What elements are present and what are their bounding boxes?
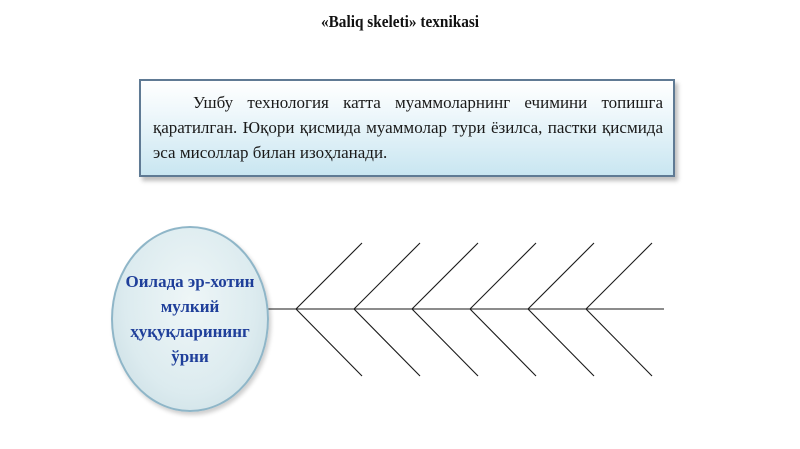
bone-upper-5 [528, 243, 594, 309]
bone-upper-1 [296, 243, 362, 309]
bone-lower-6 [586, 309, 652, 376]
description-text: Ушбу технология катта муаммоларнинг ечимини топишга қаратилган. Юқори қисмида муаммолар тури ёзилса, пастки қисмида эса мисоллар билан изоҳланади. [153, 93, 663, 162]
fish-head-label: Оилада эр-хотин мулкий ҳуқуқларининг ўрни [125, 272, 255, 366]
fish-head [111, 226, 269, 412]
bone-upper-3 [412, 243, 478, 309]
bone-lower-4 [470, 309, 536, 376]
bone-lower-1 [296, 309, 362, 376]
bone-upper-4 [470, 243, 536, 309]
bone-lower-2 [354, 309, 420, 376]
bone-lower-5 [528, 309, 594, 376]
bone-upper-6 [586, 243, 652, 309]
bone-lower-3 [412, 309, 478, 376]
page-title: «Baliq skeleti» texnikasi [320, 12, 480, 31]
bone-upper-2 [354, 243, 420, 309]
